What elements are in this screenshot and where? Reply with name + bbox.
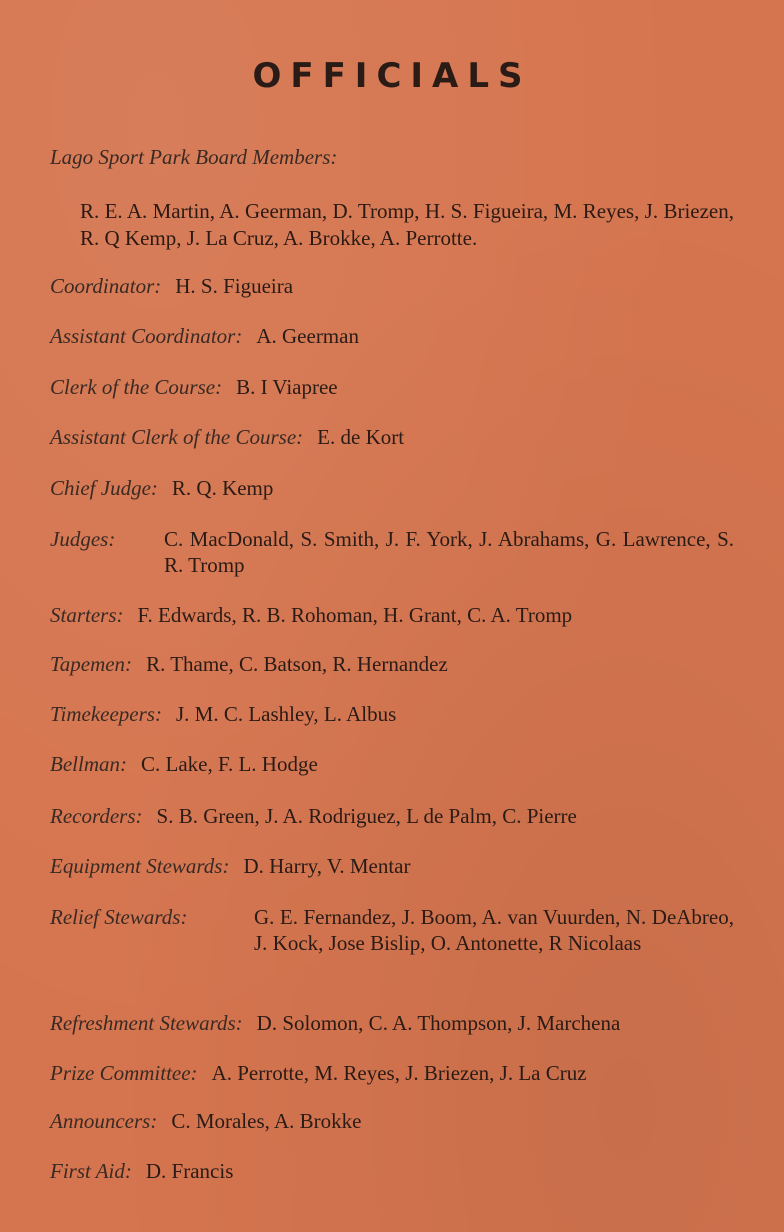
page-title: OFFICIALS <box>252 56 532 96</box>
entry-first-aid <box>50 1158 734 1184</box>
entry-names: D. Harry, V. Mentar <box>243 854 411 878</box>
entry-label: Chief Judge: <box>50 476 158 500</box>
entry-names: R. Q. Kemp <box>171 476 274 500</box>
entry-bellman <box>50 751 734 777</box>
entry-label: Assistant Coordinator: <box>50 324 243 348</box>
entry-label: Judges: <box>50 527 116 551</box>
entry-names: R. Thame, C. Batson, R. Hernandez <box>146 652 448 676</box>
entry-refreshment-stewards <box>50 1010 734 1036</box>
entry-label: Equipment Stewards: <box>50 854 230 878</box>
entry-tapemen <box>50 651 734 677</box>
entry-label: First Aid: <box>50 1159 132 1183</box>
board-members-label: Lago Sport Park Board Members: <box>50 145 338 169</box>
entry-label: Clerk of the Course: <box>50 375 223 399</box>
entry-chief-judge <box>50 475 734 501</box>
entry-label: Bellman: <box>50 752 127 776</box>
entry-names: A. Geerman <box>256 324 359 348</box>
entry-assistant-coordinator <box>50 323 734 349</box>
entry-announcers <box>50 1108 734 1134</box>
entry-names: S. B. Green, J. A. Rodriguez, L de Palm, C. Pierre <box>156 804 577 828</box>
entry-label: Recorders: <box>50 804 143 828</box>
entry-names: H. S. Figueira <box>175 274 294 298</box>
entry-names: D. Solomon, C. A. Thompson, J. Marchena <box>256 1011 621 1035</box>
entry-names: G. E. Fernandez, J. Boom, A. van Vuurden, N. DeAbreo, J. Kock, Jose Bislip, O. Antonette, R Nicolaas <box>254 905 734 955</box>
entry-starters <box>50 602 734 628</box>
entry-label: Tapemen: <box>50 652 133 676</box>
entry-label: Announcers: <box>50 1109 158 1133</box>
entry-label: Refreshment Stewards: <box>50 1011 243 1035</box>
entry-names: C. MacDonald, S. Smith, J. F. York, J. Abrahams, G. Lawrence, S. R. Tromp <box>164 527 734 577</box>
entry-names: J. M. C. Lashley, L. Albus <box>175 702 397 726</box>
entry-label: Starters: <box>50 603 124 627</box>
entry-prize-committee <box>50 1060 734 1086</box>
entry-names: B. I Viapree <box>236 375 338 399</box>
entry-names: F. Edwards, R. B. Rohoman, H. Grant, C. A. Tromp <box>137 603 573 627</box>
entry-names: C. Morales, A. Brokke <box>171 1109 362 1133</box>
entry-label: Assistant Clerk of the Course: <box>50 425 304 449</box>
entry-label: Prize Committee: <box>50 1061 198 1085</box>
entry-judges <box>50 526 734 578</box>
entry-assistant-clerk <box>50 424 734 450</box>
board-members-names: R. E. A. Martin, A. Geerman, D. Tromp, H. S. Figueira, M. Reyes, J. Briezen, R. Q Kemp, J. La Cruz, A. Brokke, A. Perrotte. <box>80 199 734 250</box>
entry-clerk-of-course <box>50 374 734 400</box>
board-members-heading <box>50 144 734 170</box>
entry-recorders <box>50 803 734 829</box>
entry-relief-stewards <box>50 904 734 956</box>
entry-timekeepers <box>50 701 734 727</box>
entry-names: E. de Kort <box>317 425 405 449</box>
entry-label: Timekeepers: <box>50 702 162 726</box>
entry-equipment-stewards <box>50 853 734 879</box>
entry-names: D. Francis <box>145 1159 234 1183</box>
entry-label: Coordinator: <box>50 274 162 298</box>
entry-names: C. Lake, F. L. Hodge <box>140 752 318 776</box>
entry-names: A. Perrotte, M. Reyes, J. Briezen, J. La Cruz <box>211 1061 587 1085</box>
entry-label: Relief Stewards: <box>50 905 188 929</box>
entry-coordinator <box>50 273 734 299</box>
